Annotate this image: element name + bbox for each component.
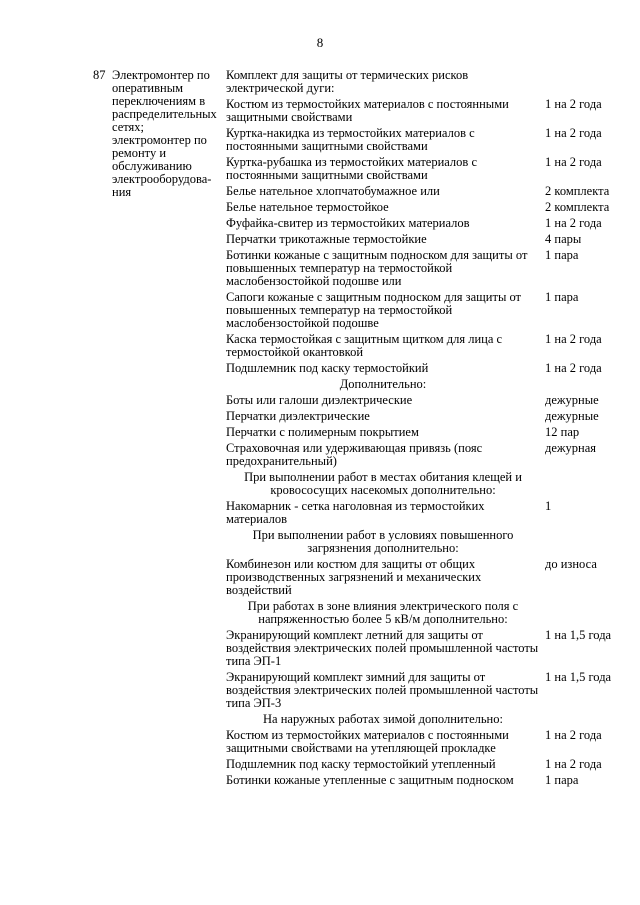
ppe-norm: 1 на 2 года [545, 216, 602, 230]
section-heading-text: При работах в зоне влияния электрического поля с напряженностью более 5 кВ/м дополнительно: [247, 599, 519, 626]
ppe-norm [540, 69, 626, 95]
ppe-row [226, 758, 626, 771]
ppe-item: Боты или галоши диэлектрические [226, 393, 413, 407]
ppe-row [226, 291, 626, 330]
ppe-item: Костюм из термостойких материалов с постоянными защитными свойствами на утепляющей прокладке [226, 728, 509, 755]
ppe-item: Перчатки с полимерным покрытием [226, 425, 419, 439]
ppe-item: Каска термостойкая с защитным щитком для лица с термостойкой окантовкой [226, 332, 503, 359]
ppe-row [226, 362, 626, 375]
ppe-item: Комбинезон или костюм для защиты от общих производственных загрязнений и механических воздействий [226, 557, 482, 597]
ppe-row [226, 394, 626, 407]
page-number: 8 [316, 35, 324, 50]
ppe-item: Белье нательное термостойкое [226, 200, 389, 214]
section-heading [226, 529, 626, 555]
ppe-norm: дежурная [545, 441, 597, 455]
ppe-row [226, 410, 626, 423]
ppe-item: Комплект для защиты от термических рисков электрической дуги: [226, 68, 469, 95]
ppe-row [226, 442, 626, 468]
ppe-norm: 1 на 1,5 года [545, 628, 612, 642]
ppe-item: Фуфайка-свитер из термостойких материалов [226, 216, 470, 230]
section-heading [226, 600, 626, 626]
ppe-row [226, 185, 626, 198]
ppe-row [226, 774, 626, 787]
ppe-norm: дежурные [545, 409, 599, 423]
ppe-row [226, 98, 626, 124]
job-title: Электромонтер по оперативным переключениям в распределительных сетях; электромонтер по ремонту и обслуживанию электрооборудова-ния [112, 68, 217, 199]
ppe-norm: 1 на 2 года [545, 332, 602, 346]
entry-number: 87 [93, 68, 106, 82]
ppe-item: Подшлемник под каску термостойкий [226, 361, 429, 375]
ppe-item: Куртка-накидка из термостойких материалов с постоянными защитными свойствами [226, 126, 475, 153]
ppe-norm: 1 [545, 499, 552, 513]
ppe-item: Костюм из термостойких материалов с постоянными защитными свойствами [226, 97, 509, 124]
ppe-norm: 12 пар [545, 425, 580, 439]
ppe-norm: 1 на 2 года [545, 728, 602, 742]
ppe-item: Куртка-рубашка из термостойких материалов с постоянными защитными свойствами [226, 155, 477, 182]
ppe-row [226, 217, 626, 230]
ppe-norm: 2 комплекта [545, 184, 610, 198]
ppe-item: Экранирующий комплект летний для защиты от воздействия электрических полей промышленной частоты типа ЭП-1 [226, 628, 539, 668]
ppe-norm: дежурные [545, 393, 599, 407]
ppe-item: Экранирующий комплект зимний для защиты от воздействия электрических полей промышленной частоты типа ЭП-3 [226, 670, 539, 710]
ppe-norm: 1 на 2 года [545, 757, 602, 771]
ppe-row [226, 249, 626, 288]
ppe-row [226, 127, 626, 153]
ppe-norm: 1 пара [545, 290, 579, 304]
ppe-row [226, 671, 626, 710]
ppe-norm: 1 пара [545, 773, 579, 787]
ppe-item: Перчатки диэлектрические [226, 409, 370, 423]
section-heading-text: При выполнении работ в условиях повышенного загрязнения дополнительно: [252, 528, 514, 555]
ppe-row [226, 201, 626, 214]
ppe-row [226, 333, 626, 359]
ppe-list [226, 69, 626, 790]
ppe-item: Подшлемник под каску термостойкий утепленный [226, 757, 496, 771]
section-heading [226, 713, 626, 726]
ppe-norm: 1 на 2 года [545, 155, 602, 169]
ppe-item: Страховочная или удерживающая привязь (пояс предохранительный) [226, 441, 483, 468]
ppe-norm: 2 комплекта [545, 200, 610, 214]
ppe-norm: 1 на 2 года [545, 361, 602, 375]
ppe-item: Накомарник - сетка наголовная из термостойких материалов [226, 499, 485, 526]
ppe-row [226, 233, 626, 246]
ppe-row [226, 69, 626, 95]
ppe-norm: 4 пары [545, 232, 582, 246]
section-heading-text: При выполнении работ в местах обитания клещей и кровососущих насекомых дополнительно: [244, 470, 522, 497]
ppe-norm: 1 на 1,5 года [545, 670, 612, 684]
ppe-item: Сапоги кожаные с защитным подноском для защиты от повышенных температур на термостойкой маслобензостойкой подошве [226, 290, 522, 330]
ppe-item: Белье нательное хлопчатобумажное или [226, 184, 440, 198]
section-heading-text: На наружных работах зимой дополнительно: [263, 712, 503, 726]
ppe-item: Ботинки кожаные утепленные с защитным подноском [226, 773, 514, 787]
ppe-row [226, 558, 626, 597]
ppe-row [226, 729, 626, 755]
ppe-norm: 1 на 2 года [545, 97, 602, 111]
ppe-norm: до износа [545, 557, 597, 571]
ppe-norm: 1 пара [545, 248, 579, 262]
ppe-item: Ботинки кожаные с защитным подноском для защиты от повышенных температур на термостойкой маслобензостойкой подошве или [226, 248, 528, 288]
ppe-item: Перчатки трикотажные термостойкие [226, 232, 427, 246]
ppe-norm: 1 на 2 года [545, 126, 602, 140]
ppe-row [226, 500, 626, 526]
section-heading [226, 378, 626, 391]
section-heading-text: Дополнительно: [339, 377, 427, 391]
ppe-row [226, 426, 626, 439]
ppe-row [226, 156, 626, 182]
section-heading [226, 471, 626, 497]
ppe-row [226, 629, 626, 668]
